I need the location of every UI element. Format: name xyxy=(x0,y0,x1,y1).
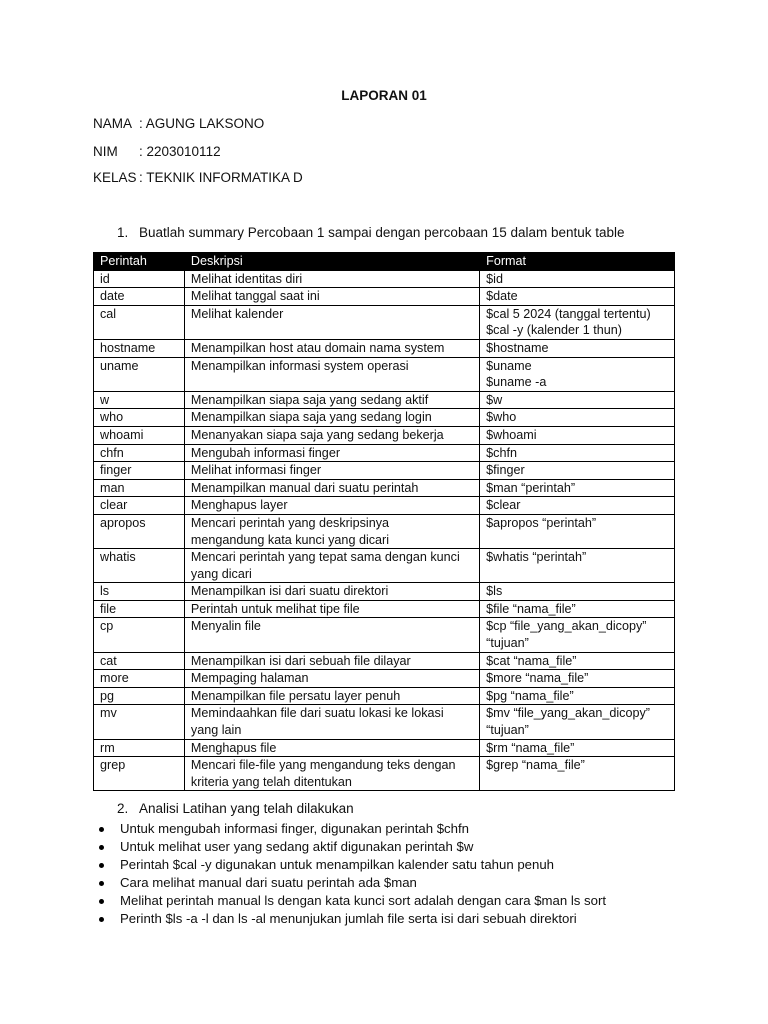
cell-deskripsi: Melihat tanggal saat ini xyxy=(184,288,479,306)
list-item-text: Perintah $cal -y digunakan untuk menampilkan kalender satu tahun penuh xyxy=(120,857,555,872)
table-row xyxy=(94,757,675,791)
cell-format: $whatis “perintah” xyxy=(480,549,675,583)
question-text: Analisi Latihan yang telah dilakukan xyxy=(139,801,354,816)
table-row xyxy=(94,305,675,339)
cell-deskripsi: Mempaging halaman xyxy=(184,670,479,688)
cell-format: $clear xyxy=(480,497,675,515)
table-row xyxy=(94,339,675,357)
cell-deskripsi: Menampilkan siapa saja yang sedang login xyxy=(184,409,479,427)
list-item xyxy=(93,874,606,892)
field-label: NAMA xyxy=(93,116,133,131)
cell-format: $man “perintah” xyxy=(480,479,675,497)
table-row xyxy=(94,479,675,497)
cell-perintah: rm xyxy=(94,739,185,757)
cell-deskripsi: Menampilkan host atau domain nama system xyxy=(184,339,479,357)
cell-deskripsi: Perintah untuk melihat tipe file xyxy=(184,600,479,618)
cell-deskripsi: Menghapus file xyxy=(184,739,479,757)
cell-deskripsi: Menghapus layer xyxy=(184,497,479,515)
summary-table xyxy=(93,252,675,791)
cell-perintah: clear xyxy=(94,497,185,515)
cell-perintah: hostname xyxy=(94,339,185,357)
field-value: : TEKNIK INFORMATIKA D xyxy=(139,170,303,185)
cell-perintah: chfn xyxy=(94,444,185,462)
cell-format: $who xyxy=(480,409,675,427)
cell-format: $cal 5 2024 (tanggal tertentu) $cal -y (kalender 1 thun) xyxy=(480,305,675,339)
list-item xyxy=(93,910,606,928)
table-row xyxy=(94,549,675,583)
cell-format: $finger xyxy=(480,462,675,480)
cell-perintah: more xyxy=(94,670,185,688)
table-header-row xyxy=(94,253,675,271)
table-row xyxy=(94,357,675,391)
cell-perintah: who xyxy=(94,409,185,427)
cell-perintah: finger xyxy=(94,462,185,480)
cell-deskripsi: Melihat kalender xyxy=(184,305,479,339)
field-value: : 2203010112 xyxy=(139,144,221,159)
cell-deskripsi: Melihat informasi finger xyxy=(184,462,479,480)
cell-deskripsi: Menampilkan siapa saja yang sedang aktif xyxy=(184,391,479,409)
cell-perintah: cp xyxy=(94,618,185,652)
list-item-text: Melihat perintah manual ls dengan kata kunci sort adalah dengan cara $man ls sort xyxy=(120,893,607,908)
cell-format: $ls xyxy=(480,583,675,601)
cell-format: $w xyxy=(480,391,675,409)
cell-format: $file “nama_file” xyxy=(480,600,675,618)
table-row xyxy=(94,444,675,462)
cell-perintah: man xyxy=(94,479,185,497)
cell-deskripsi: Melihat identitas diri xyxy=(184,270,479,288)
bullet-icon xyxy=(99,827,104,832)
list-item-text: Untuk melihat user yang sedang aktif digunakan perintah $w xyxy=(120,839,474,854)
header-perintah: Perintah xyxy=(94,253,185,271)
table-row xyxy=(94,600,675,618)
list-item-text: Perinth $ls -a -l dan ls -al menunjukan jumlah file serta isi dari sebuah direktori xyxy=(120,911,577,926)
table-row xyxy=(94,391,675,409)
cell-deskripsi: Menampilkan manual dari suatu perintah xyxy=(184,479,479,497)
question-1 xyxy=(117,225,625,240)
cell-perintah: file xyxy=(94,600,185,618)
field-kelas xyxy=(93,170,303,185)
cell-perintah: mv xyxy=(94,705,185,739)
cell-format: $apropos “perintah” xyxy=(480,514,675,548)
cell-deskripsi: Menanyakan siapa saja yang sedang bekerja xyxy=(184,426,479,444)
cell-deskripsi: Mencari perintah yang tepat sama dengan kunci yang dicari xyxy=(184,549,479,583)
cell-format: $rm “nama_file” xyxy=(480,739,675,757)
table-row xyxy=(94,514,675,548)
cell-deskripsi: Menampilkan file persatu layer penuh xyxy=(184,687,479,705)
bullet-icon xyxy=(99,845,104,850)
question-number: 2. xyxy=(117,801,129,816)
question-text: Buatlah summary Percobaan 1 sampai dengan percobaan 15 dalam bentuk table xyxy=(139,225,625,240)
cell-format: $uname $uname -a xyxy=(480,357,675,391)
cell-perintah: whatis xyxy=(94,549,185,583)
field-label: KELAS xyxy=(93,170,137,185)
list-item xyxy=(93,892,606,910)
table-row xyxy=(94,288,675,306)
cell-deskripsi: Menampilkan isi dari suatu direktori xyxy=(184,583,479,601)
table-row xyxy=(94,705,675,739)
cell-deskripsi: Menampilkan informasi system operasi xyxy=(184,357,479,391)
table-row xyxy=(94,426,675,444)
cell-deskripsi: Menampilkan isi dari sebuah file dilayar xyxy=(184,652,479,670)
cell-perintah: id xyxy=(94,270,185,288)
cell-format: $hostname xyxy=(480,339,675,357)
field-value: : AGUNG LAKSONO xyxy=(139,116,265,131)
cell-perintah: uname xyxy=(94,357,185,391)
cell-format: $pg “nama_file” xyxy=(480,687,675,705)
list-item-text: Untuk mengubah informasi finger, digunakan perintah $chfn xyxy=(120,821,469,836)
bullet-icon xyxy=(99,899,104,904)
cell-deskripsi: Memindaahkan file dari suatu lokasi ke lokasi yang lain xyxy=(184,705,479,739)
header-format: Format xyxy=(480,253,675,271)
table-row xyxy=(94,652,675,670)
table-row xyxy=(94,687,675,705)
cell-perintah: apropos xyxy=(94,514,185,548)
table-row xyxy=(94,618,675,652)
table-row xyxy=(94,497,675,515)
document-title: LAPORAN 01 xyxy=(341,88,427,103)
cell-format: $cat “nama_file” xyxy=(480,652,675,670)
cell-format: $cp “file_yang_akan_dicopy” “tujuan” xyxy=(480,618,675,652)
header-deskripsi: Deskripsi xyxy=(184,253,479,271)
cell-perintah: cat xyxy=(94,652,185,670)
cell-format: $grep “nama_file” xyxy=(480,757,675,791)
cell-format: $date xyxy=(480,288,675,306)
field-label: NIM xyxy=(93,144,118,159)
field-nama xyxy=(93,116,264,131)
cell-format: $more “nama_file” xyxy=(480,670,675,688)
cell-deskripsi: Mencari file-file yang mengandung teks dengan kriteria yang telah ditentukan xyxy=(184,757,479,791)
cell-perintah: grep xyxy=(94,757,185,791)
cell-perintah: cal xyxy=(94,305,185,339)
table-row xyxy=(94,270,675,288)
analysis-list xyxy=(93,820,606,928)
field-nim xyxy=(93,144,221,159)
cell-perintah: ls xyxy=(94,583,185,601)
list-item xyxy=(93,820,606,838)
list-item-text: Cara melihat manual dari suatu perintah ada $man xyxy=(120,875,417,890)
table-row xyxy=(94,462,675,480)
cell-perintah: whoami xyxy=(94,426,185,444)
question-2 xyxy=(117,801,354,816)
cell-deskripsi: Mencari perintah yang deskripsinya mengandung kata kunci yang dicari xyxy=(184,514,479,548)
cell-format: $whoami xyxy=(480,426,675,444)
cell-perintah: w xyxy=(94,391,185,409)
cell-deskripsi: Mengubah informasi finger xyxy=(184,444,479,462)
list-item xyxy=(93,856,606,874)
cell-format: $id xyxy=(480,270,675,288)
table-row xyxy=(94,739,675,757)
cell-perintah: date xyxy=(94,288,185,306)
question-number: 1. xyxy=(117,225,129,240)
bullet-icon xyxy=(99,881,104,886)
table-row xyxy=(94,583,675,601)
cell-format: $chfn xyxy=(480,444,675,462)
cell-format: $mv “file_yang_akan_dicopy” “tujuan” xyxy=(480,705,675,739)
list-item xyxy=(93,838,606,856)
bullet-icon xyxy=(99,863,104,868)
cell-deskripsi: Menyalin file xyxy=(184,618,479,652)
table-row xyxy=(94,670,675,688)
table-row xyxy=(94,409,675,427)
cell-perintah: pg xyxy=(94,687,185,705)
bullet-icon xyxy=(99,917,104,922)
